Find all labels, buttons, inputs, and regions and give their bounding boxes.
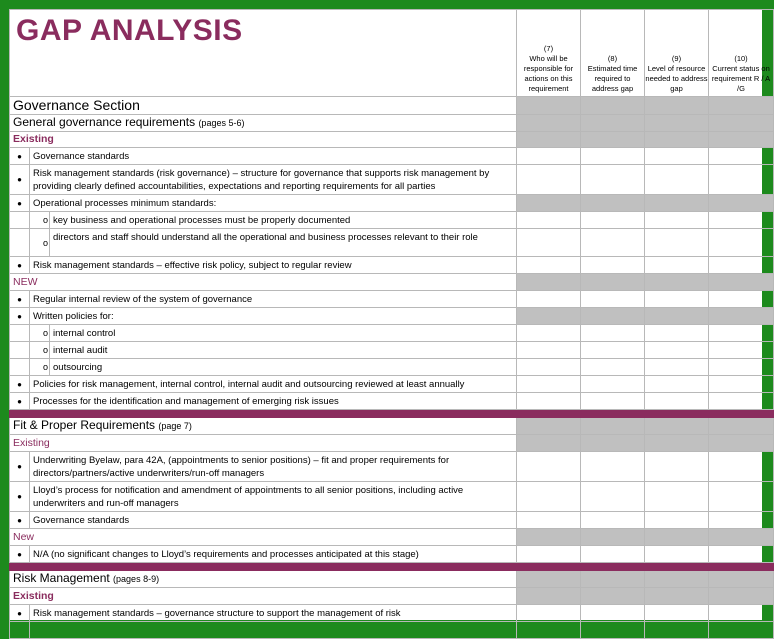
- cell[interactable]: [581, 115, 645, 132]
- cell[interactable]: [581, 622, 645, 639]
- existing-row: [10, 588, 774, 605]
- cell[interactable]: [645, 97, 709, 115]
- column-header-8[interactable]: (8) Estimated time required to address gap: [581, 10, 645, 97]
- requirement-text: Policies for risk management, internal control, internal audit and outsourcing reviewed at least annually: [30, 376, 517, 393]
- requirement-text: internal control: [50, 325, 517, 342]
- requirement-text: Processes for the identification and management of emerging risk issues: [30, 393, 517, 410]
- cell[interactable]: [709, 418, 774, 435]
- requirement-text: Written policies for:: [30, 308, 517, 325]
- table-row: [10, 212, 774, 229]
- bullet-icon: ●: [10, 393, 30, 410]
- cell[interactable]: [645, 165, 709, 195]
- sub-bullet-icon: o: [30, 325, 50, 342]
- cell[interactable]: [709, 359, 774, 376]
- cell[interactable]: [645, 529, 709, 546]
- cell: [10, 342, 30, 359]
- requirement-text: internal audit: [50, 342, 517, 359]
- cell[interactable]: [709, 229, 774, 257]
- cell[interactable]: [581, 165, 645, 195]
- divider-bar: [645, 410, 709, 418]
- cell[interactable]: [709, 588, 774, 605]
- cell[interactable]: [645, 195, 709, 212]
- cell[interactable]: [517, 165, 581, 195]
- cell[interactable]: [517, 148, 581, 165]
- requirement-text: outsourcing: [50, 359, 517, 376]
- cell[interactable]: [645, 115, 709, 132]
- cell[interactable]: [645, 257, 709, 274]
- existing-row: [10, 132, 774, 148]
- table-row: [10, 308, 774, 325]
- requirement-text: Risk management standards – governance structure to support the management of risk: [30, 605, 517, 622]
- bullet-icon: ●: [10, 308, 30, 325]
- cell[interactable]: [581, 482, 645, 512]
- cell[interactable]: [709, 115, 774, 132]
- cell[interactable]: [517, 212, 581, 229]
- cell[interactable]: [581, 148, 645, 165]
- cell[interactable]: [645, 605, 709, 622]
- cell[interactable]: [517, 195, 581, 212]
- subsection-title: Risk Management (pages 8-9): [10, 571, 517, 588]
- bullet-icon: ●: [10, 605, 30, 622]
- subsection-title: General governance requirements (pages 5-6): [10, 115, 517, 132]
- table-row: [10, 452, 774, 482]
- cell[interactable]: [517, 115, 581, 132]
- section-title: Governance Section: [10, 97, 517, 115]
- section-divider: [10, 563, 774, 571]
- requirement-text: Underwriting Byelaw, para 42A, (appointments to senior positions) – fit and proper requirements for directors/partners/active underwriters/run-off managers: [30, 452, 517, 482]
- existing-row: [10, 435, 774, 452]
- cell[interactable]: [709, 529, 774, 546]
- table-row: [10, 148, 774, 165]
- cell[interactable]: [517, 393, 581, 410]
- bullet-icon: ●: [10, 165, 30, 195]
- divider-bar: [709, 410, 774, 418]
- cell[interactable]: [645, 571, 709, 588]
- cell[interactable]: [581, 546, 645, 563]
- divider-bar: [581, 410, 645, 418]
- cell[interactable]: [645, 452, 709, 482]
- cell[interactable]: [709, 291, 774, 308]
- column-header-10[interactable]: (10) Current status on requirement R / A /G: [709, 10, 774, 97]
- cell[interactable]: [709, 512, 774, 529]
- cell[interactable]: [581, 393, 645, 410]
- subsection-row: [10, 115, 774, 132]
- existing-label: Existing: [10, 588, 517, 605]
- cell[interactable]: [517, 291, 581, 308]
- cell[interactable]: [581, 376, 645, 393]
- table-row: [10, 622, 774, 639]
- table-row: [10, 291, 774, 308]
- table-row: [10, 376, 774, 393]
- requirement-text: N/A (no significant changes to Lloyd’s requirements and processes anticipated at this stage): [30, 546, 517, 563]
- table-row: [10, 195, 774, 212]
- requirement-text: Governance standards: [30, 148, 517, 165]
- cell[interactable]: [645, 325, 709, 342]
- section-divider: [10, 410, 774, 418]
- cell[interactable]: [645, 291, 709, 308]
- new-row: [10, 274, 774, 291]
- existing-label: Existing: [10, 435, 517, 452]
- cell[interactable]: [709, 274, 774, 291]
- bullet-icon: ●: [10, 195, 30, 212]
- requirement-text: Operational processes minimum standards:: [30, 195, 517, 212]
- cell[interactable]: [517, 571, 581, 588]
- sub-bullet-icon: o: [30, 212, 50, 229]
- cell: [30, 622, 517, 639]
- cell[interactable]: [517, 97, 581, 115]
- page-title: GAP ANALYSIS: [10, 10, 517, 97]
- cell[interactable]: [645, 588, 709, 605]
- cell[interactable]: [517, 229, 581, 257]
- requirement-text: Governance standards: [30, 512, 517, 529]
- gap-analysis-table: [9, 9, 774, 639]
- cell[interactable]: [709, 308, 774, 325]
- divider-bar: [581, 563, 645, 571]
- bullet-icon: ●: [10, 546, 30, 563]
- cell[interactable]: [581, 257, 645, 274]
- divider-bar: [517, 563, 581, 571]
- cell: [10, 229, 30, 257]
- cell[interactable]: [581, 274, 645, 291]
- cell[interactable]: [517, 418, 581, 435]
- section-row: [10, 97, 774, 115]
- requirement-text: directors and staff should understand all the operational and business processes relevant to their role: [50, 229, 517, 257]
- cell[interactable]: [645, 359, 709, 376]
- cell: [10, 359, 30, 376]
- column-header-7[interactable]: (7) Who will be responsible for actions on this requirement: [517, 10, 581, 97]
- cell[interactable]: [709, 148, 774, 165]
- cell[interactable]: [645, 132, 709, 148]
- subsection-row: [10, 571, 774, 588]
- existing-label: Existing: [10, 132, 517, 148]
- cell[interactable]: [581, 512, 645, 529]
- cell[interactable]: [517, 605, 581, 622]
- cell[interactable]: [517, 274, 581, 291]
- bullet-icon: ●: [10, 482, 30, 512]
- bullet-icon: ●: [10, 512, 30, 529]
- cell[interactable]: [709, 195, 774, 212]
- cell[interactable]: [517, 376, 581, 393]
- cell[interactable]: [709, 97, 774, 115]
- cell[interactable]: [709, 393, 774, 410]
- bullet-icon: ●: [10, 452, 30, 482]
- cell[interactable]: [581, 571, 645, 588]
- cell[interactable]: [517, 435, 581, 452]
- cell[interactable]: [709, 376, 774, 393]
- cell[interactable]: [581, 229, 645, 257]
- cell[interactable]: [581, 97, 645, 115]
- cell[interactable]: [645, 342, 709, 359]
- cell[interactable]: [517, 529, 581, 546]
- cell[interactable]: [517, 325, 581, 342]
- cell: [10, 325, 30, 342]
- cell[interactable]: [517, 342, 581, 359]
- cell[interactable]: [645, 435, 709, 452]
- cell[interactable]: [517, 622, 581, 639]
- cell[interactable]: [709, 165, 774, 195]
- subsection-title: Fit & Proper Requirements (page 7): [10, 418, 517, 435]
- cell[interactable]: [645, 229, 709, 257]
- sub-bullet-icon: o: [30, 229, 50, 257]
- sub-bullet-icon: o: [30, 359, 50, 376]
- bullet-icon: ●: [10, 376, 30, 393]
- cell[interactable]: [645, 512, 709, 529]
- divider-bar: [10, 410, 517, 418]
- bullet-icon: ●: [10, 257, 30, 274]
- cell[interactable]: [581, 308, 645, 325]
- cell[interactable]: [581, 359, 645, 376]
- table-row: [10, 605, 774, 622]
- cell[interactable]: [517, 482, 581, 512]
- requirement-text: Regular internal review of the system of governance: [30, 291, 517, 308]
- divider-bar: [10, 563, 517, 571]
- table-row: [10, 512, 774, 529]
- sub-bullet-icon: o: [30, 342, 50, 359]
- cell[interactable]: [581, 291, 645, 308]
- table-row: [10, 325, 774, 342]
- table-row: [10, 359, 774, 376]
- cell[interactable]: [709, 257, 774, 274]
- cell[interactable]: [645, 418, 709, 435]
- new-row: [10, 529, 774, 546]
- bullet-icon: ●: [10, 148, 30, 165]
- cell[interactable]: [709, 622, 774, 639]
- cell: [10, 622, 30, 639]
- divider-bar: [645, 563, 709, 571]
- divider-bar: [517, 410, 581, 418]
- cell[interactable]: [581, 435, 645, 452]
- bullet-icon: ●: [10, 291, 30, 308]
- cell[interactable]: [709, 212, 774, 229]
- cell[interactable]: [709, 571, 774, 588]
- header-row: [10, 10, 774, 97]
- requirement-text: Risk management standards – effective risk policy, subject to regular review: [30, 257, 517, 274]
- cell[interactable]: [517, 546, 581, 563]
- cell[interactable]: [645, 376, 709, 393]
- cell[interactable]: [645, 393, 709, 410]
- cell[interactable]: [645, 274, 709, 291]
- cell: [10, 212, 30, 229]
- cell[interactable]: [709, 605, 774, 622]
- table-row: [10, 257, 774, 274]
- requirement-text: key business and operational processes must be properly documented: [50, 212, 517, 229]
- cell[interactable]: [581, 195, 645, 212]
- cell[interactable]: [517, 257, 581, 274]
- cell[interactable]: [581, 342, 645, 359]
- cell[interactable]: [709, 546, 774, 563]
- cell[interactable]: [517, 512, 581, 529]
- cell[interactable]: [581, 529, 645, 546]
- cell[interactable]: [709, 452, 774, 482]
- cell[interactable]: [581, 325, 645, 342]
- cell[interactable]: [709, 435, 774, 452]
- cell[interactable]: [581, 418, 645, 435]
- column-header-9[interactable]: (9) Level of resource needed to address gap: [645, 10, 709, 97]
- cell[interactable]: [517, 588, 581, 605]
- cell[interactable]: [581, 588, 645, 605]
- cell[interactable]: [645, 212, 709, 229]
- cell[interactable]: [645, 622, 709, 639]
- cell[interactable]: [709, 482, 774, 512]
- cell[interactable]: [709, 325, 774, 342]
- new-label: New: [10, 529, 517, 546]
- table-row: [10, 165, 774, 195]
- cell[interactable]: [581, 452, 645, 482]
- cell[interactable]: [709, 132, 774, 148]
- table-row: [10, 546, 774, 563]
- cell[interactable]: [581, 605, 645, 622]
- cell[interactable]: [517, 308, 581, 325]
- requirement-text: Lloyd’s process for notification and amendment of appointments to all senior positions, including active underwriters and run-off managers: [30, 482, 517, 512]
- cell[interactable]: [581, 132, 645, 148]
- cell[interactable]: [581, 212, 645, 229]
- table-row: [10, 229, 774, 257]
- spreadsheet: [9, 9, 771, 620]
- cell[interactable]: [517, 132, 581, 148]
- table-row: [10, 342, 774, 359]
- cell[interactable]: [709, 342, 774, 359]
- subsection-row: [10, 418, 774, 435]
- requirement-text: Risk management standards (risk governance) – structure for governance that supports risk management by providing clearly defined accountabilities, expectations and reporting requirements for all parties: [30, 165, 517, 195]
- cell[interactable]: [645, 546, 709, 563]
- cell[interactable]: [645, 308, 709, 325]
- table-row: [10, 482, 774, 512]
- table-row: [10, 393, 774, 410]
- cell[interactable]: [517, 452, 581, 482]
- cell[interactable]: [517, 359, 581, 376]
- cell[interactable]: [645, 148, 709, 165]
- divider-bar: [709, 563, 774, 571]
- cell[interactable]: [645, 482, 709, 512]
- new-label: NEW: [10, 274, 517, 291]
